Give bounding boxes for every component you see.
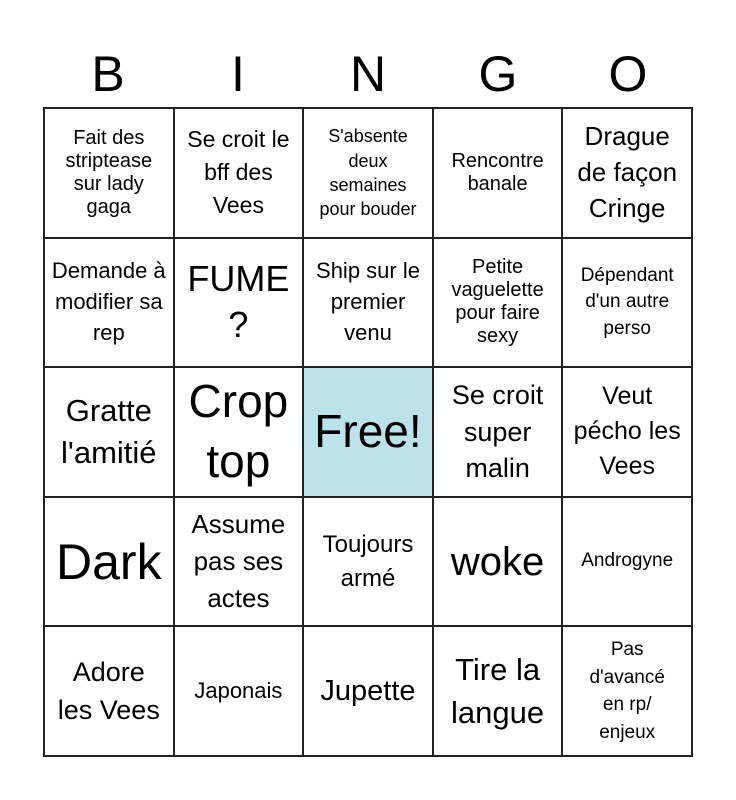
bingo-cell[interactable] [44, 238, 174, 368]
cell-text: Androgyne [581, 550, 674, 572]
header-letter-n: N [349, 46, 387, 102]
bingo-cell[interactable] [433, 238, 563, 368]
bingo-cell[interactable] [303, 626, 433, 756]
cell-text: FUME ? [187, 258, 290, 346]
free-space-label: Free! [314, 405, 422, 458]
cell-text: Petite vaguelette pour faire sexy [451, 256, 544, 348]
cell-text: Pas d'avancé en rp/ enjeux [589, 639, 665, 743]
bingo-cell[interactable] [174, 497, 304, 627]
header-letter-i: I [231, 46, 245, 102]
bingo-cell[interactable] [44, 108, 174, 238]
cell-text: Drague de façon Cringe [577, 120, 678, 223]
header-letter-b: B [91, 46, 125, 102]
bingo-cell[interactable] [174, 367, 304, 497]
cell-text: Tire la langue [451, 651, 545, 731]
bingo-board [43, 107, 693, 757]
bingo-cell[interactable] [433, 497, 563, 627]
cell-text: woke [450, 539, 545, 584]
bingo-cell[interactable] [303, 497, 433, 627]
bingo-cell[interactable] [174, 238, 304, 368]
bingo-cell[interactable] [44, 626, 174, 756]
cell-text: Jupette [320, 674, 416, 707]
cell-text: Se croit super malin [451, 380, 544, 484]
bingo-header [43, 40, 693, 108]
cell-text: Adore les Vees [57, 656, 160, 726]
bingo-cell[interactable] [44, 367, 174, 497]
bingo-cell[interactable] [433, 626, 563, 756]
cell-text: S'absente deux semaines pour bouder [319, 126, 417, 220]
bingo-cell[interactable] [433, 367, 563, 497]
cell-text: Demande à modifier sa rep [51, 258, 166, 345]
cell-text: Veut pécho les Vees [573, 382, 681, 481]
cell-text: Rencontre banale [451, 149, 544, 195]
bingo-cell[interactable] [303, 108, 433, 238]
bingo-cell[interactable] [562, 626, 692, 756]
header-letter-g: G [478, 46, 518, 102]
bingo-cell[interactable] [562, 497, 692, 627]
cell-text: Toujours armé [322, 531, 414, 592]
free-space-cell[interactable] [303, 367, 433, 497]
bingo-cell[interactable] [303, 238, 433, 368]
cell-text: Dépendant d'un autre perso [580, 264, 674, 339]
bingo-cell[interactable] [174, 108, 304, 238]
bingo-cell[interactable] [44, 497, 174, 627]
cell-text: Ship sur le premier venu [316, 258, 420, 345]
bingo-cell[interactable] [562, 238, 692, 368]
bingo-cell[interactable] [174, 626, 304, 756]
cell-text: Japonais [194, 678, 283, 703]
cell-text: Dark [56, 533, 162, 590]
cell-text: Gratte l'amitié [61, 393, 157, 470]
bingo-cell[interactable] [562, 108, 692, 238]
header-letter-o: O [608, 46, 648, 102]
cell-text: Assume pas ses actes [191, 509, 286, 614]
bingo-cell[interactable] [562, 367, 692, 497]
cell-text: Se croit le bff des Vees [187, 125, 290, 219]
cell-text: Crop top [188, 375, 289, 487]
cell-text: Fait des striptease sur lady gaga [65, 126, 153, 218]
bingo-cell[interactable] [433, 108, 563, 238]
